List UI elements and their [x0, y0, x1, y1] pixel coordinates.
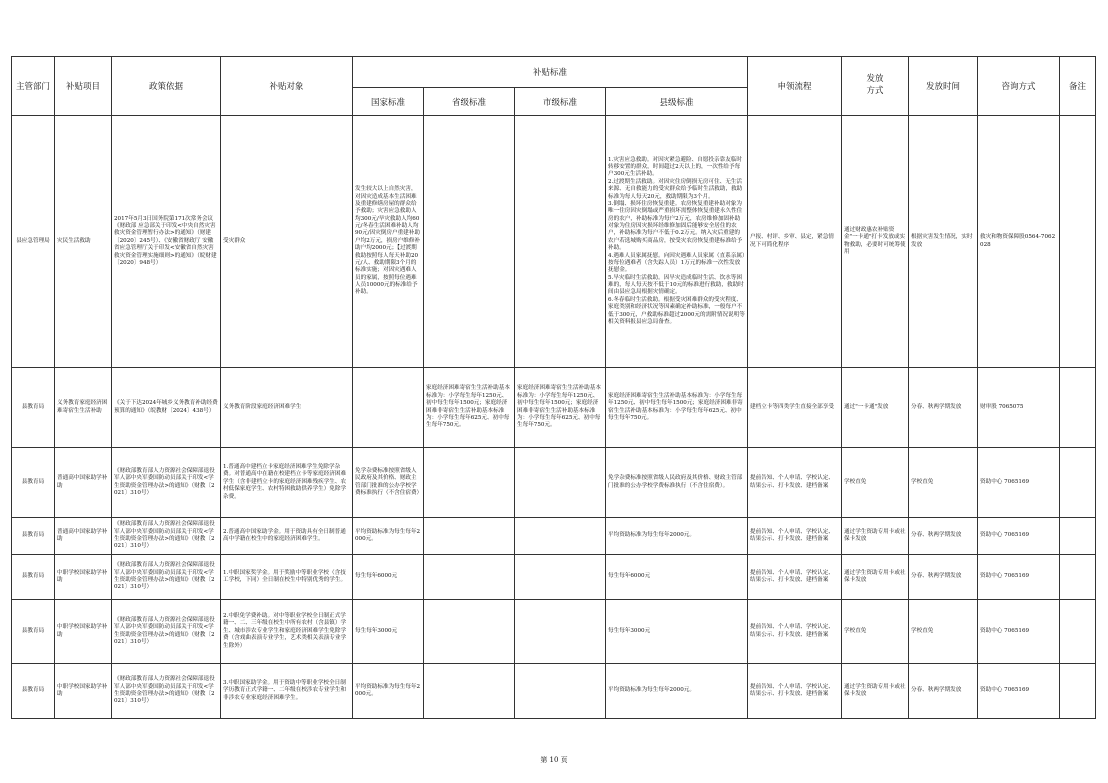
cell-dept: 县应急管理局: [12, 116, 55, 368]
cell-note: [1060, 518, 1096, 555]
cell-county: 1.灾害应急救助。对因灾紧急避险、自愿投亲靠友临时转移安置的群众，时间超过2天以上的，一次性给予每户300元生活补助。 2.过渡期生活救助。对因灾住房倒损无房可住、无生活来源、无自救能力的受灾群众给予临时生活救助，救助标准为每人每天20元，救助期限为3个月。 3.倒塌、损坏住房恢复重建。农房恢复重建补助对象为唯一住房因灾倒塌或严重损坏需整体恢复重建永久性住房的农户，补助标准为每户2万元，农房维修加固补助对象为住房因灾损坏经维修加固后能够安全居住的农户，补助标准为每户不低于0.2万元。纳入灾后重建的农户若选城购买商品房，按受灾农房恢复重建标准给予补助。 4.遇难人员家属抚慰。向因灾遇难人员家属（直系亲属）按每位遇难者（含失踪人员）1万元的标准一次性发放抚慰金。 5.旱灾临时生活救助。因旱灾造成临时生活、饮水等困难的，每人每天按不低于10元的标准进行救助，救助时间由县应急局根据灾情确定。 6.冬春临时生活救助。根据受灾困难群众的受灾程度、家庭类别和经济状况等因素确定补助标准，一般每户不低于300元，户救助标准超过2000元的需附情况说明等相关资料报县应急局备查。: [606, 116, 748, 368]
header-national: 国家标准: [353, 88, 424, 116]
cell-time: 分春、秋两学期发放: [909, 664, 978, 719]
table-row: [12, 116, 1096, 368]
cell-national: 平均资助标准为每生每年2000元。: [353, 518, 424, 555]
cell-city: [515, 664, 606, 719]
cell-method: 通过"一卡通"发放: [842, 368, 909, 448]
page-number: 第 10 页: [540, 756, 568, 764]
cell-dept: 县教育局: [12, 448, 55, 518]
cell-provincial: [424, 116, 515, 368]
cell-consult: 资助中心 7065169: [978, 664, 1060, 719]
cell-provincial: [424, 518, 515, 555]
header-time: 发放时间: [909, 57, 978, 116]
header-consult: 咨询方式: [978, 57, 1060, 116]
cell-item: 普通高中国家助学补助: [55, 448, 112, 518]
cell-process: 提前告知、个人申请、学校认定、结果公示、打卡发放、建档备案: [748, 600, 842, 664]
table-row: [12, 664, 1096, 719]
header-policy: 政策依据: [112, 57, 221, 116]
table-row: [12, 555, 1096, 600]
cell-process: 提前告知、个人申请、学校认定、结果公示、打卡发放、建档备案: [748, 518, 842, 555]
cell-note: [1060, 555, 1096, 600]
cell-target: 2.中职免学费补助。对中等职业学校全日制正式学籍一、二、三年级在校生中所有农村（含县镇）学生、城市涉农专业学生和家庭经济困难学生免除学费（含戏曲表演专业学生，艺术类相关表演专业学生除外）: [221, 600, 353, 664]
cell-provincial: 家庭经济困难寄宿生生活补助基本标准为：小学每生每年1250元、初中每生每年1500元；家庭经济困难非寄宿生生活补助基本标准为：小学每生每年625元、初中每生每年750元。: [424, 368, 515, 448]
cell-policy: 《财政部教育部人力资源社会保障部退役军人部中央军委国防动员部关于印发<学生资助资金管理办法>的通知》（财教〔2021〕310号）: [112, 448, 221, 518]
cell-consult: 资助中心 7065169: [978, 600, 1060, 664]
cell-consult: 资助中心 7065169: [978, 518, 1060, 555]
cell-national: 每生每年6000元: [353, 555, 424, 600]
header-item: 补贴项目: [55, 57, 112, 116]
cell-dept: 县教育局: [12, 555, 55, 600]
cell-policy: 《财政部教育部人力资源社会保障部退役军人部中央军委国防动员部关于印发<学生资助资金管理办法>的通知》（财教〔2021〕310号）: [112, 600, 221, 664]
cell-policy: 《财政部教育部人力资源社会保障部退役军人部中央军委国防动员部关于印发<学生资助资金管理办法>的通知》（财教〔2021〕310号）: [112, 518, 221, 555]
cell-provincial: [424, 448, 515, 518]
cell-county: 免学杂费标准按照省级人民政府及其价格、财政主管部门批准的公办学校学费标准执行（不含住宿费）。: [606, 448, 748, 518]
cell-national: 免学杂费标准按照省级人民政府及其价格、财政主管部门批准的公办学校学费标准执行（不含住宿费）: [353, 448, 424, 518]
cell-national: 平均资助标准为每生每年2000元。: [353, 664, 424, 719]
cell-city: [515, 116, 606, 368]
cell-consult: 资助中心 7065169: [978, 448, 1060, 518]
cell-provincial: [424, 664, 515, 719]
cell-city: 家庭经济困难寄宿生生活补助基本标准为：小学每生每年1250元、初中每生每年1500元；家庭经济困难非寄宿生生活补助基本标准为：小学每生每年625元、初中每生每年750元。: [515, 368, 606, 448]
header-city: 市级标准: [515, 88, 606, 116]
cell-item: 义务教育家庭经济困难寄宿生生活补助: [55, 368, 112, 448]
subsidy-table: [11, 56, 1096, 719]
cell-target: 3.中职国家助学金。用于资助中等职业学校全日制学历教育正式学籍一、二年级在校涉农专业学生和非涉农专业家庭经济困难学生。: [221, 664, 353, 719]
cell-target: 1.普通高中建档立卡家庭经济困难学生免除学杂费。对普通高中在籍在校建档立卡等家庭经济困难学生（含非建档立卡的家庭经济困难残疾学生、农村低保家庭学生、农村特困救助供养学生）免除学杂费。: [221, 448, 353, 518]
cell-national: [353, 368, 424, 448]
cell-target: 2.普通高中国家助学金。用于资助具有全日制普通高中学籍在校生中的家庭经济困难学生。: [221, 518, 353, 555]
header-standard: 补贴标准: [353, 57, 748, 88]
cell-city: [515, 448, 606, 518]
table-row: [12, 368, 1096, 448]
header-process: 申领流程: [748, 57, 842, 116]
cell-note: [1060, 116, 1096, 368]
cell-time: 分春、秋两学期发放: [909, 555, 978, 600]
cell-policy: 2017年5月3日国务院第171次常务会议《财政部 应急部关于印发<中央自然灾害救灾资金管理暂行办法>的通知》（财建〔2020〕245号）、《安徽省财政厅 安徽省应急管理厅关于印发<安徽省自然灾害救灾资金管理实施细则>的通知》（皖财建〔2020〕948号）: [112, 116, 221, 368]
cell-process: 提前告知、个人申请、学校认定、结果公示、打卡发放、建档备案: [748, 664, 842, 719]
cell-item: 中职学校国家助学补助: [55, 664, 112, 719]
cell-note: [1060, 600, 1096, 664]
cell-time: 学校直免: [909, 600, 978, 664]
cell-process: 建档立卡等四类学生直接全部享受: [748, 368, 842, 448]
cell-item: 中职学校国家助学补助: [55, 555, 112, 600]
cell-item: 灾民生活救助: [55, 116, 112, 368]
cell-note: [1060, 368, 1096, 448]
header-provincial: 省级标准: [424, 88, 515, 116]
cell-dept: 县教育局: [12, 664, 55, 719]
cell-city: [515, 555, 606, 600]
cell-item: 普通高中国家助学补助: [55, 518, 112, 555]
cell-dept: 县教育局: [12, 518, 55, 555]
table-row: [12, 518, 1096, 555]
cell-note: [1060, 664, 1096, 719]
cell-policy: 《关于下达2024年城乡义务教育补助经费预算的通知》（皖教财〔2024〕438号）: [112, 368, 221, 448]
table-row: [12, 448, 1096, 518]
cell-national: 每生每年3000元: [353, 600, 424, 664]
cell-process: 户报、村评、乡审、县定，紧急情况下可简化程序: [748, 116, 842, 368]
cell-county: 家庭经济困难寄宿生生活补助基本标准为：小学每生每年1250元、初中每生每年1500元；家庭经济困难非寄宿生生活补助基本标准为：小学每生每年625元、初中每生每年750元。: [606, 368, 748, 448]
cell-provincial: [424, 555, 515, 600]
cell-time: 根据灾害发生情况，实时发放: [909, 116, 978, 368]
cell-method: 学校直免: [842, 448, 909, 518]
header-method-text: 发放方式: [866, 74, 884, 96]
cell-target: 1.中职国家奖学金。用于奖励中等职业学校（含技工学校，下同）全日制在校生中特别优秀的学生。: [221, 555, 353, 600]
cell-county: 每生每年3000元: [606, 600, 748, 664]
cell-time: 学校直免: [909, 448, 978, 518]
cell-process: 提前告知、个人申请、学校认定、结果公示、打卡发放、建档备案: [748, 555, 842, 600]
cell-county: 平均资助标准为每生每年2000元。: [606, 518, 748, 555]
cell-method: 通过财政惠农补贴资金"一卡通"打卡发放或实物救助，必要时可统筹使用: [842, 116, 909, 368]
cell-consult: 资助中心 7065169: [978, 555, 1060, 600]
cell-method: 通过学生资助专用卡或社保卡发放: [842, 555, 909, 600]
cell-process: 提前告知、个人申请、学校认定、结果公示、打卡发放、建档备案: [748, 448, 842, 518]
cell-city: [515, 600, 606, 664]
cell-city: [515, 518, 606, 555]
cell-policy: 《财政部教育部人力资源社会保障部退役军人部中央军委国防动员部关于印发<学生资助资金管理办法>的通知》（财教〔2021〕310号）: [112, 555, 221, 600]
cell-county: 平均资助标准为每生每年2000元。: [606, 664, 748, 719]
cell-time: 分春、秋两学期发放: [909, 368, 978, 448]
table-row: [12, 600, 1096, 664]
header-dept: 主管部门: [12, 57, 55, 116]
cell-dept: 县教育局: [12, 368, 55, 448]
cell-consult: 救灾和物资保障股0564-7062028: [978, 116, 1060, 368]
header-method: [842, 57, 909, 116]
cell-item: 中职学校国家助学补助: [55, 600, 112, 664]
cell-note: [1060, 448, 1096, 518]
cell-national: 发生较大以上自然灾害，对因灾造成基本生活困难及重建修缮房屋的群众给予救助；灾害应急救助人均300元/旱灾救助人均60元/冬春生活困难补助人均90元/因灾倒房户重建补助户均2万元，损房户维修补助户均2000元；【过渡期救助按照每人每天补助20元/人、救助期限3个月的标准实施；对因灾遇难人员的家属，按照每位遇难人员10000元的标准给予补助。: [353, 116, 424, 368]
cell-provincial: [424, 600, 515, 664]
cell-target: 义务教育阶段家庭经济困难学生: [221, 368, 353, 448]
cell-method: 学校直免: [842, 600, 909, 664]
cell-target: 受灾群众: [221, 116, 353, 368]
header-target: 补贴对象: [221, 57, 353, 116]
header-county: 县级标准: [606, 88, 748, 116]
cell-dept: 县教育局: [12, 600, 55, 664]
header-note: 备注: [1060, 57, 1096, 116]
cell-policy: 《财政部教育部人力资源社会保障部退役军人部中央军委国防动员部关于印发<学生资助资金管理办法>的通知》（财教〔2021〕310号）: [112, 664, 221, 719]
cell-county: 每生每年6000元: [606, 555, 748, 600]
cell-method: 通过学生资助专用卡或社保卡发放: [842, 664, 909, 719]
cell-time: 分春、秋两学期发放: [909, 518, 978, 555]
cell-method: 通过学生资助专用卡或社保卡发放: [842, 518, 909, 555]
cell-consult: 财审股 7065075: [978, 368, 1060, 448]
